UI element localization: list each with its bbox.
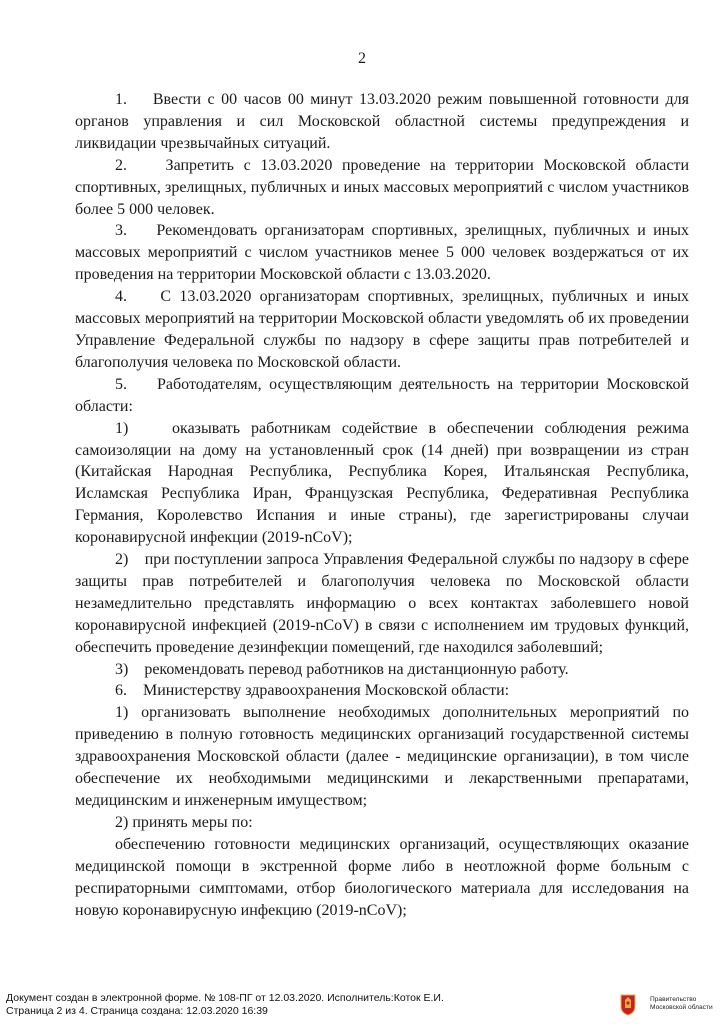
- org-name: [650, 996, 720, 1012]
- footer-document-info: Документ создан в электронной форме. № 108-ПГ от 12.03.2020. Исполнитель:Коток Е.И.: [6, 992, 444, 1004]
- document-body: [75, 89, 689, 921]
- paragraph-6-2: 2) принять меры по:: [115, 813, 253, 831]
- paragraph-5-2: 2) при поступлении запроса Управления Федеральной службы по надзору в сфере защиты прав потребителей и благополучия человека по Московской области незамедлительно представлять информацию о всех контактах заболевшего новой коронавирусной инфекцией (2019-nCoV) в связи с исполнением им трудовых функций, обеспечить проведение дезинфекции помещений, где находился заболевший;: [75, 551, 689, 656]
- paragraph-1: 1. Ввести с 00 часов 00 минут 13.03.2020 режим повышенной готовности для органов управления и сил Московской областной системы предупреждения и ликвидации чрезвычайных ситуаций.: [75, 91, 689, 152]
- document-footer: [6, 992, 606, 1018]
- org-name-line2: Московской области: [650, 1004, 713, 1011]
- paragraph-6-2-item: обеспечению готовности медицинских организаций, осуществляющих оказание медицинской помощи в экстренной форме либо в неотложной форме больным с респираторными симптомами, отбор биологического материала для исследования на новую коронавирусную инфекцию (2019-nCoV);: [75, 835, 689, 919]
- paragraph-6-1: 1) организовать выполнение необходимых дополнительных мероприятий по приведению в полную готовность медицинских организаций государственной системы здравоохранения Московской области (далее - медицинские организации), в том числе обеспечение их необходимыми медицинскими и лекарственными препаратами, медицинским и инженерным имуществом;: [75, 704, 689, 809]
- paragraph-5: 5. Работодателям, осуществляющим деятельность на территории Московской области:: [75, 375, 689, 415]
- paragraph-5-1: 1) оказывать работникам содействие в обеспечении соблюдения режима самоизоляции на дому на установленный срок (14 дней) при возвращении из стран (Китайская Народная Республика, Республика Корея, Итальянская Республика, Исламская Республика Иран, Французская Республика, Федеративная Республика Германия, Королевство Испания и иные страны), где зарегистрированы случаи коронавирусной инфекции (2019-nCoV);: [75, 419, 689, 547]
- org-name-line1: Правительство: [650, 996, 697, 1003]
- footer-page-info: Страница 2 из 4. Страница создана: 12.03.2020 16:39: [6, 1005, 268, 1017]
- coat-of-arms-icon: [613, 993, 643, 1017]
- paragraph-4: 4. С 13.03.2020 организаторам спортивных, зрелищных, публичных и иных массовых мероприятий на территории Московской области уведомлять об их проведении Управление Федеральной службы по надзору в сфере защиты прав потребителей и благополучия человека по Московской области.: [75, 288, 689, 371]
- paragraph-6: 6. Министерству здравоохранения Московской области:: [115, 682, 510, 700]
- paragraph-5-3: 3) рекомендовать перевод работников на дистанционную работу.: [115, 660, 569, 678]
- page-number: 2: [358, 50, 366, 67]
- paragraph-2: 2. Запретить с 13.03.2020 проведение на территории Московской области спортивных, зрелищных, публичных и иных массовых мероприятий с числом участников более 5 000 человек.: [75, 156, 689, 218]
- paragraph-3: 3. Рекомендовать организаторам спортивных, зрелищных, публичных и иных массовых мероприятий с числом участников менее 5 000 человек воздержаться от их проведения на территории Московской области с 13.03.2020.: [75, 222, 689, 284]
